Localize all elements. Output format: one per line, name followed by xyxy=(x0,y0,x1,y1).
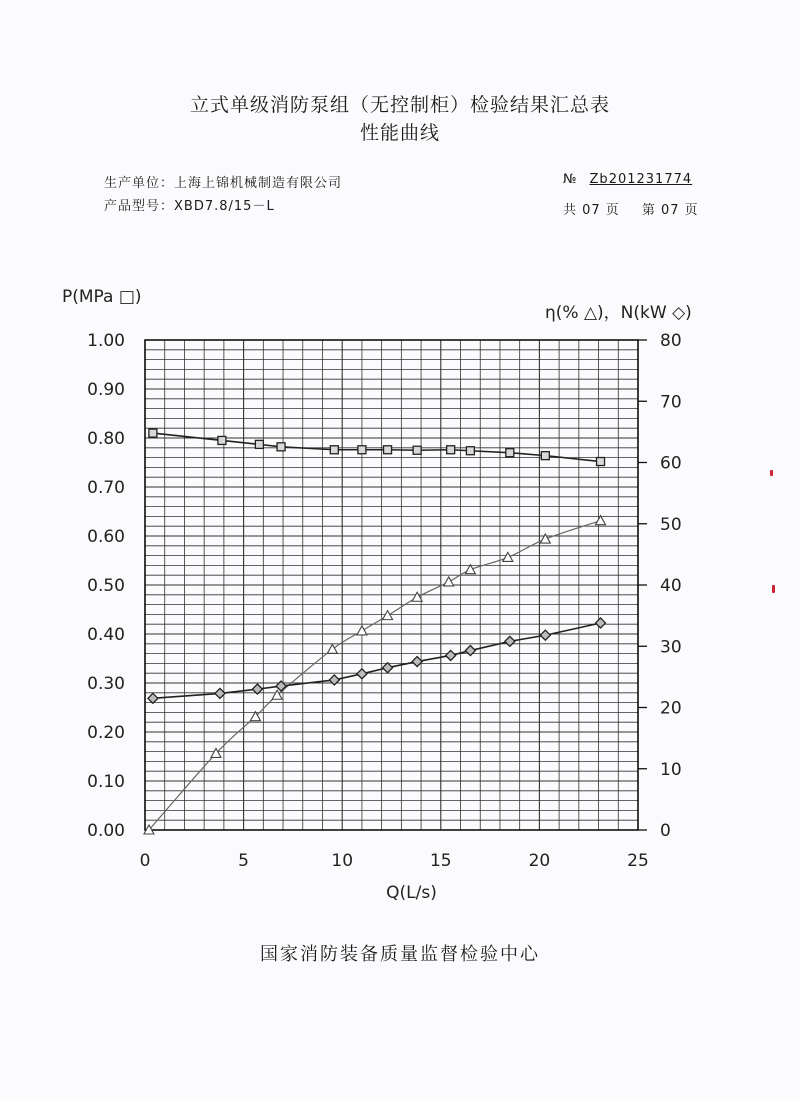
y-right-axis-label: η(% △)，N(kW ◇) xyxy=(545,303,692,323)
data-point-power xyxy=(465,646,475,656)
y-left-tick-label: 0.20 xyxy=(87,723,125,743)
data-point-efficiency xyxy=(327,644,337,653)
data-point-power xyxy=(357,669,367,679)
report-number-line xyxy=(563,172,692,187)
data-point-efficiency xyxy=(383,611,393,620)
y-right-tick-label: 50 xyxy=(660,514,682,535)
data-point-efficiency xyxy=(540,534,550,543)
data-point-pressure xyxy=(277,443,285,451)
y-right-tick-label: 70 xyxy=(660,392,682,413)
data-point-power xyxy=(412,657,422,667)
data-point-efficiency xyxy=(444,577,454,586)
y-left-axis-label: P(MPa □) xyxy=(62,287,142,307)
data-point-pressure xyxy=(506,449,514,457)
page-count-line xyxy=(563,199,699,218)
data-point-power xyxy=(446,650,456,660)
report-number-label: № xyxy=(563,172,578,187)
data-point-pressure xyxy=(466,447,474,455)
y-left-tick-label: 0.40 xyxy=(87,625,125,645)
x-tick-label: 5 xyxy=(238,851,250,871)
issuing-organization: 国家消防装备质量监督检验中心 xyxy=(260,944,540,965)
chart-heading: 性能曲线 xyxy=(359,122,440,144)
model-line xyxy=(104,195,275,214)
margin-speck xyxy=(772,585,775,593)
data-point-efficiency xyxy=(412,592,422,601)
y-right-tick-label: 80 xyxy=(660,331,682,351)
data-point-power xyxy=(148,693,158,703)
y-left-tick-label: 0.70 xyxy=(87,478,125,498)
total-pages: 共 07 页 xyxy=(563,203,620,218)
y-right-tick-label: 60 xyxy=(660,453,682,474)
y-left-tick-label: 0.60 xyxy=(87,527,125,547)
current-page: 第 07 页 xyxy=(641,203,699,218)
y-right-tick-label: 40 xyxy=(660,576,682,596)
manufacturer-line xyxy=(104,172,342,191)
data-point-power xyxy=(505,636,515,646)
x-tick-label: 25 xyxy=(627,851,649,871)
y-left-tick-label: 0.00 xyxy=(87,821,125,841)
manufacturer-value: 上海上锦机械制造有限公司 xyxy=(174,176,343,191)
data-point-efficiency xyxy=(503,552,513,561)
data-point-pressure xyxy=(597,458,605,466)
x-tick-label: 0 xyxy=(139,851,151,871)
report-title: 立式单级消防泵组（无控制柜）检验结果汇总表 xyxy=(189,94,610,116)
data-point-pressure xyxy=(218,436,226,444)
y-left-tick-label: 0.30 xyxy=(87,674,125,694)
manufacturer-label: 生产单位： xyxy=(104,176,175,191)
y-right-tick-label: 0 xyxy=(660,821,671,841)
data-point-power xyxy=(215,688,225,698)
y-left-tick-label: 0.50 xyxy=(87,576,125,596)
y-left-tick-label: 0.90 xyxy=(87,380,125,400)
y-right-tick-label: 30 xyxy=(660,637,682,658)
report-number-value: Zb201231774 xyxy=(589,172,693,187)
y-right-tick-label: 10 xyxy=(660,759,682,780)
data-point-pressure xyxy=(447,446,455,454)
data-point-power xyxy=(383,663,393,673)
x-tick-label: 20 xyxy=(528,851,551,871)
data-point-pressure xyxy=(541,452,549,460)
performance-chart xyxy=(0,270,800,920)
data-point-pressure xyxy=(330,446,338,454)
data-point-pressure xyxy=(384,446,392,454)
data-point-efficiency xyxy=(357,626,367,635)
y-right-tick-label: 20 xyxy=(660,698,682,719)
y-left-tick-label: 0.80 xyxy=(87,429,125,449)
series-line-η xyxy=(149,521,601,830)
data-point-efficiency xyxy=(465,565,475,574)
data-point-power xyxy=(540,630,550,640)
data-point-pressure xyxy=(149,429,157,437)
data-point-efficiency xyxy=(596,516,606,525)
data-point-power xyxy=(596,618,606,628)
y-left-tick-label: 1.00 xyxy=(87,331,125,351)
x-axis-label: Q(L/s) xyxy=(386,883,437,903)
y-left-tick-label: 0.10 xyxy=(87,772,125,792)
model-label: 产品型号： xyxy=(104,199,175,214)
x-tick-label: 15 xyxy=(429,851,452,871)
x-tick-label: 10 xyxy=(331,851,354,871)
data-point-pressure xyxy=(358,446,366,454)
margin-speck xyxy=(770,470,773,476)
data-point-pressure xyxy=(413,446,421,454)
data-point-pressure xyxy=(255,440,263,448)
model-value: XBD7.8/15－L xyxy=(174,199,275,214)
